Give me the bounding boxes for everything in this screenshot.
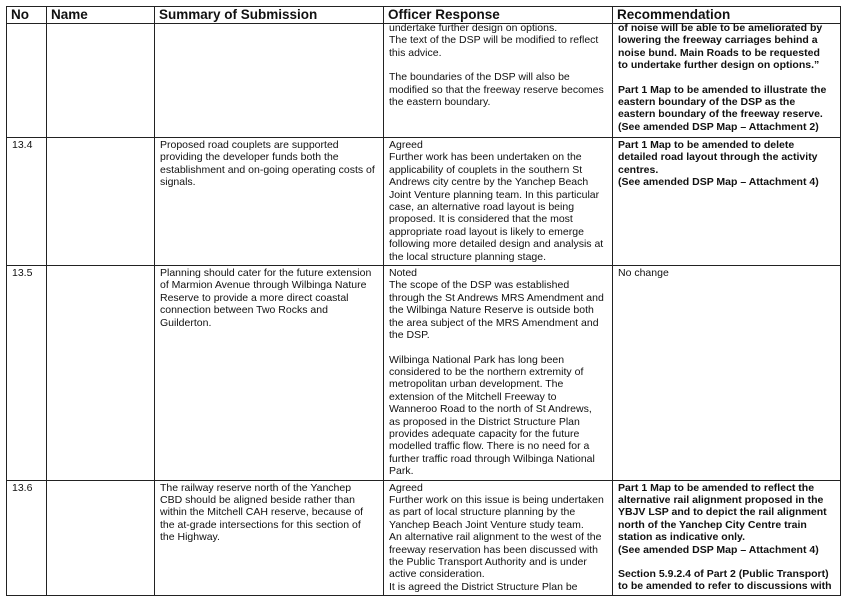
cell-summary: [155, 138, 384, 266]
cell-officer-response: [384, 266, 613, 481]
header-recommendation: Recommendation: [613, 7, 841, 24]
recommendation-paragraph: of noise will be able to be ameliorated by lowering the freeway carriages behind a noise bund. Main Roads to be requested to undertake further design on options.”: [618, 22, 823, 72]
cell-officer-response: [384, 138, 613, 266]
header-no: No: [7, 7, 47, 24]
cell-officer-response: [384, 480, 613, 596]
table-row: [7, 480, 841, 596]
table-header-row: [7, 7, 841, 24]
cell-no: 13.5: [7, 266, 47, 481]
submission-table-page: [6, 6, 840, 593]
cell-summary: [155, 480, 384, 596]
officer-paragraph: Wilbinga National Park has long been considered to be the northern extremity of metropolitan urban development. The extension of the Mitchell Freeway to Wanneroo Road to the north of St Andrews, as proposed in the District Structure Plan provides adequate capacity for the future modelled traffic flow. There is no need for a further traffic road through Wilbinga National Park.: [389, 353, 595, 478]
cell-name: [47, 24, 155, 138]
cell-no: 13.6: [7, 480, 47, 596]
officer-paragraph: undertake further design on options. The text of the DSP will be modified to reflect this advice.: [389, 22, 599, 59]
cell-recommendation: [613, 138, 841, 266]
header-officer-response: Officer Response: [384, 7, 613, 24]
summary-paragraph: The railway reserve north of the Yanchep CBD should be aligned beside rather than within the Mitchell CAH reserve, because of the at-grade intersections for this section of the Highway.: [160, 481, 364, 544]
cell-recommendation: [613, 24, 841, 138]
cell-no: [7, 24, 47, 138]
table-row: [7, 24, 841, 138]
cell-recommendation: [613, 266, 841, 481]
recommendation-paragraph: Part 1 Map to be amended to illustrate the eastern boundary of the DSP as the eastern boundary of the freeway reserve. (See amended DSP Map – Attachment 2): [618, 83, 827, 133]
cell-name: [47, 266, 155, 481]
cell-officer-response: [384, 24, 613, 138]
cell-summary: [155, 24, 384, 138]
cell-summary: [155, 266, 384, 481]
officer-paragraph: Agreed Further work on this issue is being undertaken as part of local structure planning by the Yanchep Beach Joint Venture study team. An alternative rail alignment to the west of the freeway reservation has been discussed with the Public Transport Authority and is under active consideration. It is agreed the District Structure Plan be: [389, 481, 604, 593]
cell-no: 13.4: [7, 138, 47, 266]
summary-paragraph: Planning should cater for the future extension of Marmion Avenue through Wilbinga Nature Reserve to provide a more direct coastal connection between Two Rocks and Guilderton.: [160, 267, 372, 329]
recommendation-paragraph: No change: [618, 267, 669, 280]
recommendation-paragraph: Part 1 Map to be amended to reflect the alternative rail alignment proposed in the YBJV LSP and to depict the rail alignment north of the Yanchep City Centre train station as indicative only. (See amended DSP Map – Attachment 4): [618, 481, 827, 556]
header-name: Name: [47, 7, 155, 24]
officer-paragraph: Agreed Further work has been undertaken on the applicability of couplets in the southern St Andrews city centre by the Yanchep Beach Joint Venture planning team. In this particular case, an alternative road layout is being proposed. It is considered that the most appropriate road layout is likely to emerge following more detailed design and analysis at the local structure planning stage.: [389, 139, 604, 263]
cell-recommendation: [613, 480, 841, 596]
cell-name: [47, 480, 155, 596]
officer-paragraph: The boundaries of the DSP will also be modified so that the freeway reserve becomes the eastern boundary.: [389, 71, 604, 109]
table-row: [7, 138, 841, 266]
submissions-table: [6, 6, 841, 596]
table-row: [7, 266, 841, 481]
officer-paragraph: Noted The scope of the DSP was established through the St Andrews MRS Amendment and the Wilbinga Nature Reserve is outside both the area subject of the MRS Amendment and the DSP.: [389, 267, 604, 342]
recommendation-paragraph: Section 5.9.2.4 of Part 2 (Public Transport) to be amended to refer to discussions with: [618, 568, 832, 593]
header-summary: Summary of Submission: [155, 7, 384, 24]
summary-paragraph: Proposed road couplets are supported providing the developer funds both the establishment and on-going operating costs of signals.: [160, 139, 375, 189]
recommendation-paragraph: Part 1 Map to be amended to delete detailed road layout through the activity centres. (See amended DSP Map – Attachment 4): [618, 139, 819, 189]
cell-name: [47, 138, 155, 266]
